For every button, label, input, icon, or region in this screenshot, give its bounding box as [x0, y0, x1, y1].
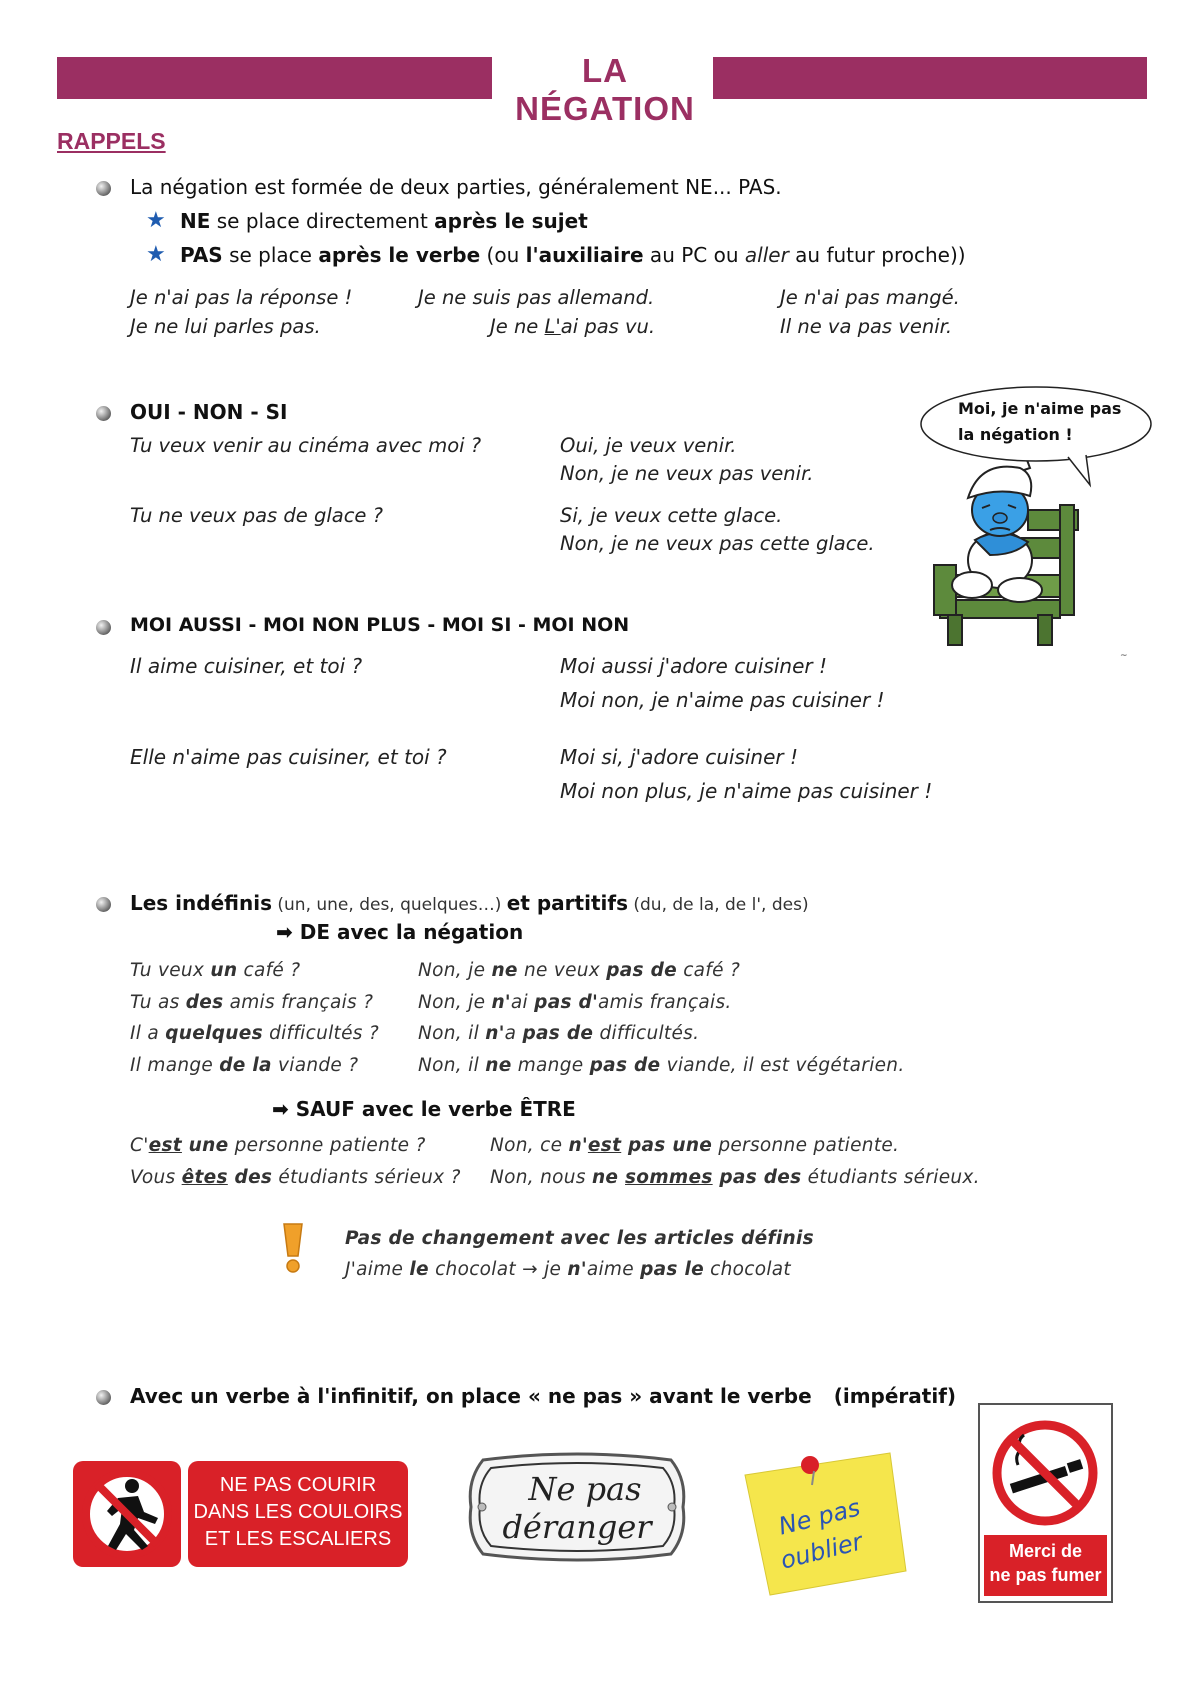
bullet-icon: [96, 620, 111, 635]
no-running-line-1: NE PAS COURIR: [219, 1474, 377, 1496]
answer-non-glace: Non, je ne veux pas cette glace.: [560, 532, 875, 555]
rule-pas-aller: aller: [744, 243, 789, 267]
star-icon: ★: [146, 242, 166, 267]
question-glace: Tu ne veux pas de glace ?: [130, 504, 383, 527]
indefini-q-4: Il mange de la viande ?: [130, 1055, 359, 1076]
indefinis-heading: [130, 891, 809, 915]
indefini-a-2: Non, je n'ai pas d'amis français.: [418, 992, 732, 1013]
infinitif-imperatif: (impératif): [833, 1384, 957, 1408]
moi-aussi-heading: MOI AUSSI - MOI NON PLUS - MOI SI - MOI NON: [130, 614, 630, 636]
bubble-line-1: Moi, je n'aime pas: [958, 399, 1122, 418]
etre-a-1: Non, ce n'est pas une personne patiente.: [490, 1135, 900, 1156]
etre-q-2: Vous êtes des étudiants sérieux ?: [130, 1167, 461, 1188]
indefini-a-4: Non, il ne mange pas de viande, il est végétarien.: [418, 1055, 905, 1076]
speech-bubble: [918, 385, 1154, 463]
answer-moi-aussi: Moi aussi j'adore cuisiner !: [560, 654, 828, 678]
example-4: Je ne lui parles pas.: [130, 315, 321, 338]
rule-de-negation: [276, 920, 523, 944]
sign-no-smoking: [978, 1403, 1113, 1603]
partitifs-label: et partitifs: [506, 891, 628, 915]
example-1: Je n'ai pas la réponse !: [130, 286, 353, 309]
header-band-right: [713, 57, 1147, 99]
example-3: Je n'ai pas mangé.: [780, 286, 960, 309]
rule-de-text: DE avec la négation: [299, 920, 524, 944]
star-icon: ★: [146, 208, 166, 233]
etre-q-1: C'est une personne patiente ?: [130, 1135, 426, 1156]
arrow-icon: ➡: [272, 1097, 296, 1121]
note-definite-articles: Pas de changement avec les articles définis: [345, 1228, 814, 1249]
bullet-icon: [96, 1390, 111, 1405]
rule-pas-text4: au futur proche)): [788, 243, 966, 267]
negation-intro: La négation est formée de deux parties, généralement NE... PAS.: [130, 175, 782, 199]
indefini-a-3: Non, il n'a pas de difficultés.: [418, 1023, 700, 1044]
sign-no-running: [72, 1460, 410, 1568]
no-smoking-line-1: Merci de: [1008, 1541, 1083, 1561]
indefinis-label: Les indéfinis: [130, 891, 272, 915]
arrow-icon: ➡: [276, 920, 300, 944]
exclamation-icon: [280, 1222, 306, 1274]
partitifs-list: (du, de la, de l', des): [627, 895, 809, 915]
infinitif-rule: Avec un verbe à l'infinitif, on place « ne pas » avant le verbe: [130, 1384, 812, 1408]
header-band-left: [57, 57, 492, 99]
example-2: Je ne suis pas allemand.: [418, 286, 655, 309]
answer-moi-non: Moi non, je n'aime pas cuisiner !: [560, 688, 885, 712]
rule-pas: [180, 243, 966, 267]
answer-moi-si: Moi si, j'adore cuisiner !: [560, 745, 799, 769]
svg-text:~: ~: [1120, 651, 1128, 661]
oui-non-si-heading: OUI - NON - SI: [130, 400, 288, 424]
answer-non: Non, je ne veux pas venir.: [560, 462, 814, 485]
rule-pas-keyword: PAS: [180, 243, 223, 267]
indefinis-list: (un, une, des, quelques…): [271, 895, 507, 915]
etre-a-2: Non, nous ne sommes pas des étudiants sérieux.: [490, 1167, 980, 1188]
no-running-line-3: ET LES ESCALIERS: [204, 1528, 392, 1550]
rule-sauf-text: SAUF avec le verbe ÊTRE: [295, 1097, 576, 1121]
rule-pas-auxiliaire: l'auxiliaire: [525, 243, 644, 267]
sticky-line-1: Ne pas: [775, 1493, 863, 1541]
no-smoking-line-2: ne pas fumer: [989, 1565, 1102, 1585]
example-6: Il ne va pas venir.: [780, 315, 953, 338]
answer-moi-non-plus: Moi non plus, je n'aime pas cuisiner !: [560, 779, 933, 803]
indefini-a-1: Non, je ne ne veux pas de café ?: [418, 960, 741, 981]
no-running-line-2: DANS LES COULOIRS: [193, 1501, 403, 1523]
bullet-icon: [96, 181, 111, 196]
sign-do-not-disturb: [465, 1452, 689, 1562]
rule-pas-text: se place: [222, 243, 319, 267]
rule-ne-text: se place directement: [210, 209, 435, 233]
question-cuisiner: Il aime cuisiner, et toi ?: [130, 654, 363, 678]
answer-oui: Oui, je veux venir.: [560, 434, 737, 457]
question-cinema: Tu veux venir au cinéma avec moi ?: [130, 434, 482, 457]
rule-ne: [180, 209, 588, 233]
answer-si: Si, je veux cette glace.: [560, 504, 783, 527]
do-not-disturb-line-1: Ne pas: [528, 1470, 642, 1508]
bullet-icon: [96, 897, 111, 912]
example-5-pronoun: L': [544, 315, 561, 338]
bullet-icon: [96, 406, 111, 421]
rule-sauf-etre: [272, 1097, 576, 1121]
do-not-disturb-line-2: déranger: [502, 1508, 652, 1546]
rule-ne-emphasis: après le sujet: [434, 209, 588, 233]
section-heading-rappels: RAPPELS: [57, 128, 166, 154]
rule-pas-emphasis: après le verbe: [318, 243, 481, 267]
example-5-a: Je ne: [490, 315, 545, 338]
sticky-line-2: oublier: [777, 1527, 866, 1575]
infinitif-heading: [130, 1384, 956, 1408]
indefini-q-3: Il a quelques difficultés ?: [130, 1023, 380, 1044]
rule-pas-text2: (ou: [480, 243, 526, 267]
note-chocolat-example: J'aime le chocolat → je n'aime pas le chocolat: [345, 1259, 791, 1280]
sticky-note-ne-pas-oublier: [740, 1445, 910, 1605]
rule-ne-keyword: NE: [180, 209, 211, 233]
example-5: [490, 315, 655, 338]
indefini-q-2: Tu as des amis français ?: [130, 992, 374, 1013]
example-5-b: ai pas vu.: [560, 315, 656, 338]
question-elle-cuisiner: Elle n'aime pas cuisiner, et toi ?: [130, 745, 447, 769]
indefini-q-1: Tu veux un café ?: [130, 960, 301, 981]
page-title: LA NÉGATION: [515, 52, 695, 127]
rule-pas-text3: au PC ou: [643, 243, 745, 267]
bubble-line-2: la négation !: [958, 425, 1073, 444]
